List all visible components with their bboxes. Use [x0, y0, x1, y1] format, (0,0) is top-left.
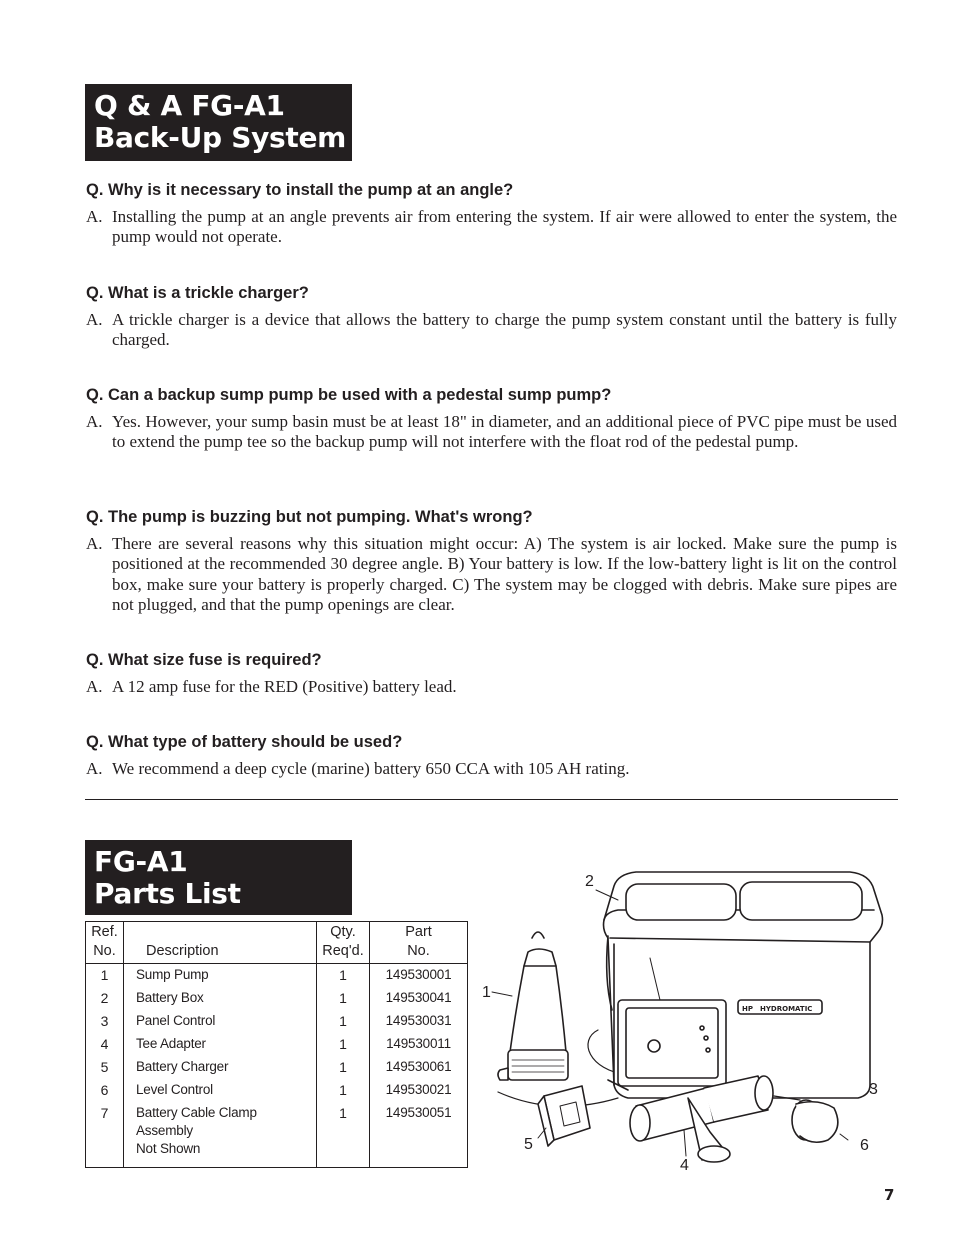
answer [86, 534, 897, 616]
parts-heading [85, 840, 352, 915]
qty-cell: 1 [317, 987, 370, 1010]
section-divider [85, 799, 898, 800]
question: Q. What size fuse is required? [86, 651, 322, 669]
table-row [86, 1010, 468, 1033]
ref-cell: 4 [86, 1033, 124, 1056]
header-description: Description [124, 922, 317, 964]
answer-label: A. [86, 412, 103, 431]
ref-cell: 6 [86, 1079, 124, 1102]
description-cell: Sump Pump [124, 964, 317, 988]
part-cell: 149530061 [385, 1059, 452, 1074]
answer [86, 677, 897, 697]
callout-6: 6 [860, 1137, 869, 1154]
answer [86, 310, 897, 351]
answer-label: A. [86, 207, 103, 226]
qa-heading-line2: Back-Up System [94, 121, 347, 154]
part-cell: 149530001 [385, 967, 452, 982]
qa-item [86, 650, 897, 697]
header-ref: Ref. No. [86, 922, 124, 964]
battery-charger-graphic [538, 1086, 590, 1146]
table-row [86, 1079, 468, 1102]
ref-cell: 2 [86, 987, 124, 1010]
callout-1: 1 [482, 984, 491, 1001]
qa-item [86, 385, 897, 453]
parts-illustration [478, 860, 898, 1180]
callout-2: 2 [585, 873, 594, 890]
level-control-graphic [774, 1096, 838, 1142]
header-qty: Qty. Req'd. [317, 922, 370, 964]
qty-cell: 1 [317, 1056, 370, 1079]
qa-item [86, 180, 897, 248]
callout-5: 5 [524, 1136, 533, 1153]
parts-table [85, 921, 468, 1168]
description-cell: Level Control [124, 1079, 317, 1102]
answer-text: There are several reasons why this situation might occur: A) The system is air locked. Make sure the pump is positioned at the recommended 30 degree angle. B) Your battery is low. If the low-battery light is lit on the control box, make sure your battery is properly charged. C) The system may be clogged with debris. Make sure pipes are not plugged, and that the pump openings are clear. [112, 534, 897, 615]
qa-item [86, 732, 897, 779]
description-cell: Battery Cable Clamp Assembly Not Shown [124, 1102, 317, 1168]
qa-item [86, 507, 897, 616]
qa-heading [85, 84, 352, 161]
ref-cell: 1 [86, 964, 124, 988]
question: Q. Why is it necessary to install the pump at an angle? [86, 181, 514, 199]
qty-cell: 1 [317, 1033, 370, 1056]
question: Q. What is a trickle charger? [86, 284, 309, 302]
brand-logo: HP [742, 1005, 753, 1013]
answer-text: A trickle charger is a device that allows the battery to charge the pump system constant until the battery is fully charged. [112, 310, 897, 350]
header-part-no: Part No. [370, 922, 468, 964]
parts-heading-line1: FG-A1 [94, 845, 188, 878]
answer-label: A. [86, 534, 103, 553]
callout-4: 4 [680, 1157, 689, 1174]
part-cell: 149530021 [385, 1082, 452, 1097]
table-row [86, 987, 468, 1010]
ref-cell: 5 [86, 1056, 124, 1079]
brand-label: HYDROMATIC [760, 1005, 813, 1013]
table-row [86, 1102, 468, 1168]
qty-cell: 1 [317, 1102, 370, 1168]
table-row [86, 1056, 468, 1079]
parts-table-header [86, 922, 468, 964]
answer [86, 207, 897, 248]
answer-label: A. [86, 759, 103, 778]
parts-heading-line2: Parts List [94, 877, 241, 910]
qty-cell: 1 [317, 1079, 370, 1102]
part-cell: 149530011 [386, 1036, 451, 1051]
answer [86, 412, 897, 453]
ref-cell: 3 [86, 1010, 124, 1033]
description-cell: Battery Charger [124, 1056, 317, 1079]
answer-label: A. [86, 677, 103, 696]
qa-item [86, 283, 897, 351]
battery-box-graphic [604, 872, 883, 1098]
answer-text: A 12 amp fuse for the RED (Positive) battery lead. [112, 677, 457, 696]
answer [86, 759, 897, 779]
qty-cell: 1 [317, 964, 370, 988]
answer-text: We recommend a deep cycle (marine) battery 650 CCA with 105 AH rating. [112, 759, 630, 778]
qty-cell: 1 [317, 1010, 370, 1033]
answer-label: A. [86, 310, 103, 329]
part-cell: 149530051 [385, 1105, 452, 1120]
ref-cell: 7 [86, 1102, 124, 1168]
qa-heading-line1: Q & A FG-A1 [94, 89, 285, 122]
part-cell: 149530041 [385, 990, 452, 1005]
question: Q. What type of battery should be used? [86, 733, 403, 751]
description-cell: Tee Adapter [124, 1033, 317, 1056]
question: Q. Can a backup sump pump be used with a pedestal sump pump? [86, 386, 612, 404]
table-row [86, 964, 468, 988]
page-number: 7 [884, 1186, 895, 1204]
answer-text: Installing the pump at an angle prevents air from entering the system. If air were allowed to enter the system, the pump would not operate. [112, 207, 897, 247]
question: Q. The pump is buzzing but not pumping. What's wrong? [86, 508, 533, 526]
description-cell: Battery Box [124, 987, 317, 1010]
callout-3: 3 [869, 1081, 878, 1098]
description-cell: Panel Control [124, 1010, 317, 1033]
table-row [86, 1033, 468, 1056]
sump-pump-graphic [498, 932, 568, 1080]
part-cell: 149530031 [385, 1013, 452, 1028]
answer-text: Yes. However, your sump basin must be at least 18" in diameter, and an additional piece of PVC pipe must be used to extend the pump tee so the backup pump will not interfere with the float rod of the pedestal pump. [112, 412, 897, 452]
